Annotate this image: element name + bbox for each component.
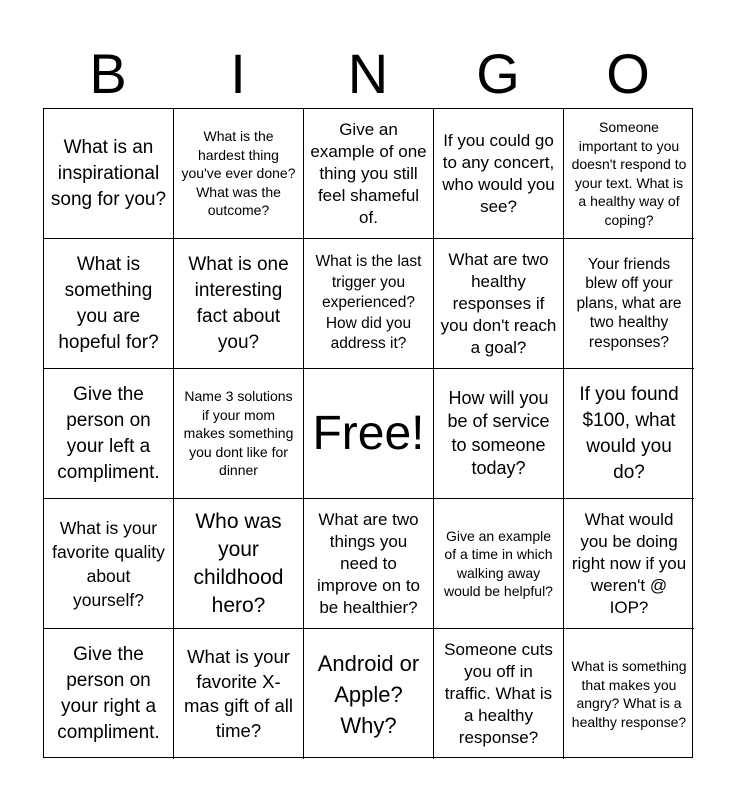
bingo-cell[interactable] xyxy=(564,629,694,759)
bingo-cell[interactable] xyxy=(44,109,174,239)
cell-text: What is something that makes you angry? What is a healthy response? xyxy=(571,658,687,730)
bingo-cell[interactable] xyxy=(44,629,174,759)
bingo-cell[interactable] xyxy=(174,109,304,239)
cell-text: Android or Apple? Why? xyxy=(317,650,420,738)
cell-text: How will you be of service to someone today? xyxy=(447,387,550,478)
cell-text: Give the person on your left a compliment. xyxy=(57,383,160,483)
bingo-cell[interactable] xyxy=(44,369,174,499)
cell-text: Someone cuts you off in traffic. What is a healthy response? xyxy=(444,640,553,747)
bingo-cell[interactable] xyxy=(174,629,304,759)
bingo-cell[interactable] xyxy=(564,109,694,239)
cell-text: What is your favorite quality about yourself? xyxy=(52,517,165,610)
bingo-cell[interactable] xyxy=(564,499,694,629)
cell-text: Your friends blew off your plans, what are two healthy responses? xyxy=(576,255,682,351)
cell-text: Who was your childhood hero? xyxy=(193,509,284,617)
free-space-label: Free! xyxy=(312,406,425,460)
cell-text: What is your favorite X-mas gift of all time? xyxy=(184,646,293,741)
bingo-cell[interactable] xyxy=(434,499,564,629)
cell-text: What is an inspirational song for you? xyxy=(50,136,167,210)
bingo-cell[interactable] xyxy=(44,239,174,369)
cell-text: What would you be doing right now if you weren't @ IOP? xyxy=(571,509,687,617)
bingo-header xyxy=(43,40,693,108)
bingo-cell[interactable] xyxy=(44,499,174,629)
cell-text: If you could go to any concert, who would you see? xyxy=(442,130,555,216)
header-letter-b: B xyxy=(89,42,127,105)
cell-text: Name 3 solutions if your mom makes something you dont like for dinner xyxy=(183,388,294,479)
cell-text: What is one interesting fact about you? xyxy=(188,253,289,353)
bingo-cell[interactable] xyxy=(434,369,564,499)
bingo-cell[interactable] xyxy=(564,369,694,499)
cell-text: Someone important to you doesn't respond to your text. What is a healthy way of coping? xyxy=(571,119,687,228)
bingo-cell[interactable] xyxy=(174,369,304,499)
cell-text: What are two things you need to improve on to be healthier? xyxy=(317,509,420,617)
cell-text: What is something you are hopeful for? xyxy=(58,253,159,353)
cell-text: If you found $100, what would you do? xyxy=(579,383,679,483)
header-letter-n: N xyxy=(347,42,389,105)
cell-text: What is the hardest thing you've ever done? What was the outcome? xyxy=(181,128,296,219)
bingo-cell[interactable] xyxy=(174,239,304,369)
bingo-cell[interactable] xyxy=(304,239,434,369)
cell-text: Give the person on your right a compliment. xyxy=(57,644,160,743)
header-letter-g: G xyxy=(476,42,520,105)
cell-text: What is the last trigger you experienced? How did you address it? xyxy=(315,253,422,353)
bingo-cell[interactable] xyxy=(304,499,434,629)
bingo-cell[interactable] xyxy=(304,629,434,759)
free-space[interactable] xyxy=(304,369,434,499)
bingo-cell[interactable] xyxy=(174,499,304,629)
cell-text: Give an example of a time in which walking away would be helpful? xyxy=(444,527,553,599)
header-letter-o: O xyxy=(606,42,650,105)
bingo-card xyxy=(43,108,693,758)
bingo-cell[interactable] xyxy=(434,109,564,239)
bingo-cell[interactable] xyxy=(564,239,694,369)
bingo-cell[interactable] xyxy=(434,629,564,759)
cell-text: What are two healthy responses if you don't reach a goal? xyxy=(440,249,557,357)
bingo-cell[interactable] xyxy=(434,239,564,369)
bingo-cell[interactable] xyxy=(304,109,434,239)
cell-text: Give an example of one thing you still feel shameful of. xyxy=(310,119,427,227)
header-letter-i: I xyxy=(230,42,246,105)
